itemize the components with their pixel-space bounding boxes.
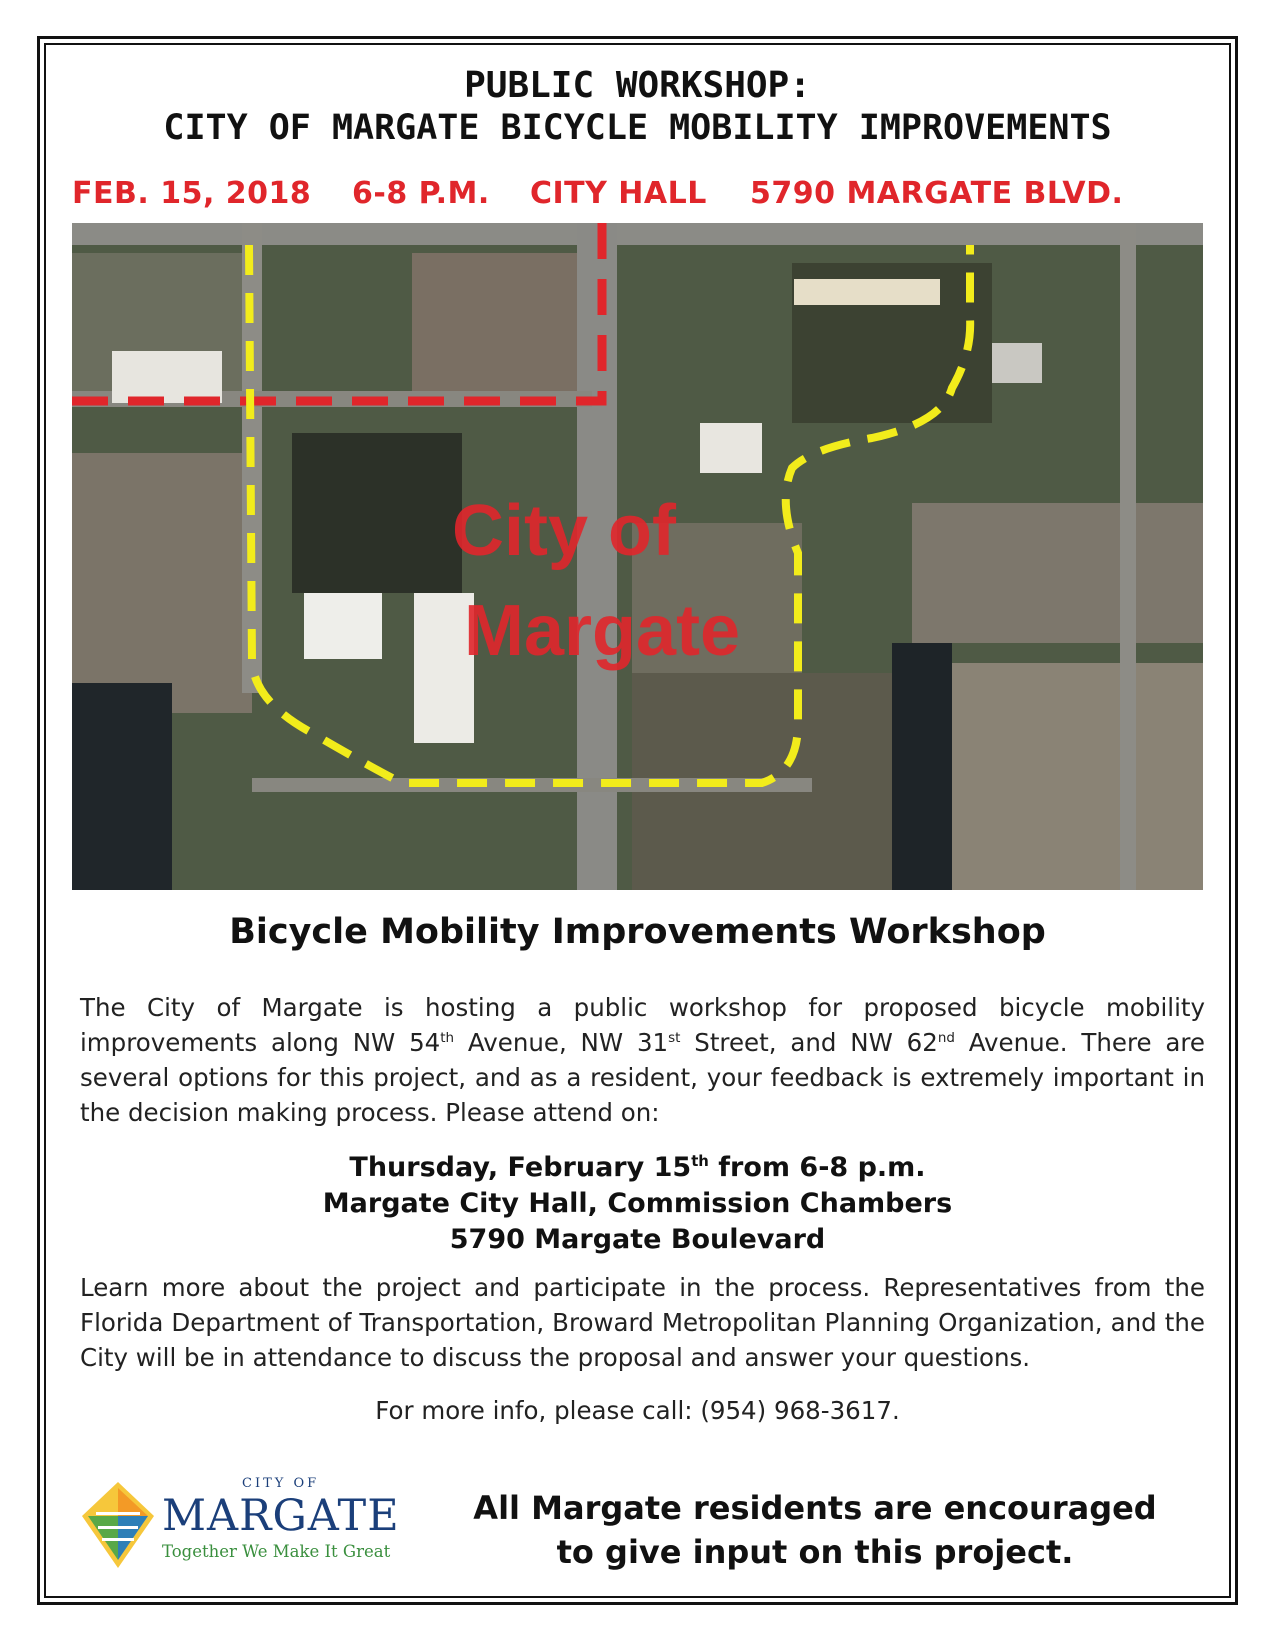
aerial-map (72, 223, 1203, 890)
title-line-1: PUBLIC WORKSHOP: (464, 65, 811, 106)
event-date: FEB. 15, 2018 (72, 176, 312, 211)
aerial-map-graphic (72, 223, 1203, 890)
city-logo-icon (82, 1482, 154, 1568)
closing-line-2: to give input on this project. (556, 1533, 1074, 1571)
section-heading: Bicycle Mobility Improvements Workshop (229, 912, 1046, 952)
intro-sup-1: th (440, 1029, 455, 1046)
event-date-sup: th (691, 1152, 709, 1170)
event-address-line: 5790 Margate Boulevard (449, 1224, 826, 1255)
intro-sup-2: st (668, 1029, 681, 1046)
logo-city-of: CITY OF (242, 1476, 320, 1491)
details-paragraph: Learn more about the project and participate in the process. Representatives from the Florida Department of Transportation, Broward Metropolitan Planning Organization, and the City will be in attendance to discuss the proposal and answer your questions. (80, 1273, 1205, 1372)
map-overlay-text-2: Margate (464, 591, 741, 671)
event-date-text: Thursday, February 15 (349, 1152, 692, 1183)
intro-sup-3: nd (937, 1029, 955, 1046)
logo-margate: MARGATE (162, 1491, 400, 1541)
event-address: 5790 MARGATE BLVD. (750, 176, 1124, 211)
intro-paragraph (80, 990, 1205, 1130)
closing-line-1: All Margate residents are encouraged (473, 1489, 1157, 1527)
event-venue: CITY HALL (530, 176, 707, 211)
event-venue-line: Margate City Hall, Commission Chambers (322, 1188, 953, 1219)
event-info-line (60, 176, 1215, 216)
logo-tagline: Together We Make It Great (162, 1542, 391, 1561)
contact-info: For more info, please call: (954) 968-3617. (375, 1396, 900, 1425)
city-logo (82, 1476, 412, 1572)
title-line-2: CITY OF MARGATE BICYCLE MOBILITY IMPROVEMENTS (163, 108, 1112, 148)
intro-text-d: Avenue. There are several options for this project, and as a resident, your feedback is extremely important in the decision making process. Please attend on: (80, 1028, 1205, 1127)
event-time: 6-8 P.M. (352, 176, 490, 211)
map-overlay-text-1: City of (452, 491, 676, 571)
intro-text-a: The City of Margate is hosting a public workshop for proposed bicycle mobility improvements along NW 54 (80, 993, 1205, 1057)
intro-text-c: Street, and NW 62 (680, 1028, 938, 1057)
event-time-text: from 6-8 p.m. (708, 1152, 926, 1183)
intro-text-b: Avenue, NW 31 (454, 1028, 669, 1057)
event-date-line (60, 1150, 1215, 1186)
